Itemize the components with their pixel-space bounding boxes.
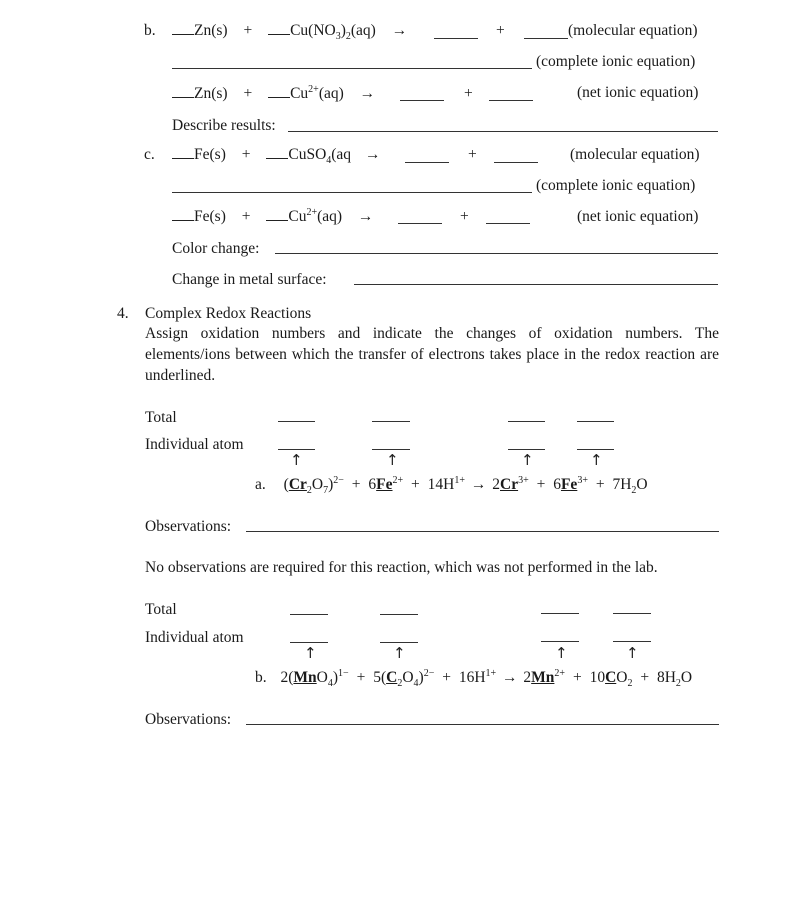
arrow-up-icon: ↑ xyxy=(386,451,399,469)
reaction-b: b. $2(MnO_4)^{1-} + 5(C_2O_4)^{2-} + 16H^{1+} \to 2Mn^{2+} + 10CO_2 + 8H_2O$ xyxy=(255,667,693,690)
color-change-field[interactable] xyxy=(275,253,718,254)
arrow-up-icon: ↑ xyxy=(304,644,317,662)
part-c-molecular-equation: Fe(s) + CuSO$_4$(aq → xyxy=(172,146,384,164)
product-blank[interactable] xyxy=(400,100,444,101)
individual-blank[interactable] xyxy=(380,642,418,643)
molecular-equation-tag: (molecular equation) xyxy=(568,22,698,39)
arrow-up-icon: ↑ xyxy=(521,451,534,469)
product-blank[interactable] xyxy=(489,100,533,101)
section-title: Complex Redox Reactions xyxy=(145,305,312,322)
part-c-net-ionic-equation: $Fe(s) + Cu^{2+}(aq)$ → xyxy=(172,208,385,226)
observations-a-label: Observations: xyxy=(145,518,232,535)
net-ionic-tag: (net ionic equation) xyxy=(577,208,699,225)
observations-b-label: Observations: xyxy=(145,711,232,728)
coefficient-blank[interactable] xyxy=(172,33,194,35)
individual-atom-label: Individual atom xyxy=(145,629,244,646)
part-b-net-ionic-equation: $Zn(s) + Cu^{2+}(aq)$ → xyxy=(172,85,387,103)
describe-results-label: Describe results: xyxy=(172,117,276,134)
coefficient-blank[interactable] xyxy=(172,96,194,98)
individual-blank[interactable] xyxy=(372,449,410,450)
total-blank[interactable] xyxy=(508,421,545,422)
reaction-arrow: → xyxy=(391,22,408,39)
complete-ionic-tag: (complete ionic equation) xyxy=(536,177,696,194)
molecular-equation-tag: (molecular equation) xyxy=(570,146,700,163)
section-instructions: Assign oxidation numbers and indicate the changes of oxidation numbers. The elements/ions between which the transfer of electrons takes place in the redox reaction are underlined. xyxy=(145,325,719,384)
net-ionic-tag: (net ionic equation) xyxy=(577,84,699,101)
total-blank[interactable] xyxy=(613,613,651,614)
product-blank[interactable] xyxy=(524,38,568,39)
metal-surface-field[interactable] xyxy=(354,284,718,285)
total-blank[interactable] xyxy=(577,421,614,422)
observations-a-field[interactable] xyxy=(246,531,719,532)
product-blank[interactable] xyxy=(405,162,449,163)
arrow-up-icon: ↑ xyxy=(555,644,568,662)
product-blank[interactable] xyxy=(494,162,538,163)
individual-blank[interactable] xyxy=(290,642,328,643)
metal-surface-label: Change in metal surface: xyxy=(172,271,327,288)
coefficient-blank[interactable] xyxy=(268,33,290,35)
individual-blank[interactable] xyxy=(613,641,651,642)
no-observations-note: No observations are required for this reaction, which was not performed in the lab. xyxy=(145,559,658,576)
product-blank[interactable] xyxy=(486,223,530,224)
total-label: Total xyxy=(145,601,177,618)
product-blank[interactable] xyxy=(398,223,442,224)
arrow-up-icon: ↑ xyxy=(590,451,603,469)
complete-ionic-tag: (complete ionic equation) xyxy=(536,53,696,70)
total-label: Total xyxy=(145,409,177,426)
complete-ionic-blank[interactable] xyxy=(172,68,532,69)
arrow-up-icon: ↑ xyxy=(290,451,303,469)
part-b-molecular-equation: $Zn(s) + Cu(NO_3)_2(aq)$ → xyxy=(172,22,419,40)
individual-blank[interactable] xyxy=(577,449,614,450)
total-blank[interactable] xyxy=(290,614,328,615)
individual-blank[interactable] xyxy=(278,449,315,450)
individual-atom-label: Individual atom xyxy=(145,436,244,453)
coefficient-blank[interactable] xyxy=(172,157,194,159)
arrow-up-icon: ↑ xyxy=(626,644,639,662)
coefficient-blank[interactable] xyxy=(266,157,288,159)
total-blank[interactable] xyxy=(372,421,410,422)
part-c-label: c. xyxy=(144,146,155,163)
individual-blank[interactable] xyxy=(541,641,579,642)
coefficient-blank[interactable] xyxy=(266,219,288,221)
individual-blank[interactable] xyxy=(508,449,545,450)
arrow-up-icon: ↑ xyxy=(393,644,406,662)
total-blank[interactable] xyxy=(278,421,315,422)
product-blank[interactable] xyxy=(434,38,478,39)
observations-b-field[interactable] xyxy=(246,724,719,725)
describe-results-field[interactable] xyxy=(288,131,718,132)
total-blank[interactable] xyxy=(541,613,579,614)
coefficient-blank[interactable] xyxy=(268,96,290,98)
section-number: 4. xyxy=(117,305,129,322)
color-change-label: Color change: xyxy=(172,240,260,257)
complete-ionic-blank[interactable] xyxy=(172,192,532,193)
total-blank[interactable] xyxy=(380,614,418,615)
coefficient-blank[interactable] xyxy=(172,219,194,221)
reaction-a: a. $(Cr_2O_7)^{2-} + 6Fe^{2+} + 14H^{1+} \to 2Cr^{3+} + 6Fe^{3+} + 7H_2O$ xyxy=(255,474,648,497)
part-b-label: b. xyxy=(144,22,156,39)
